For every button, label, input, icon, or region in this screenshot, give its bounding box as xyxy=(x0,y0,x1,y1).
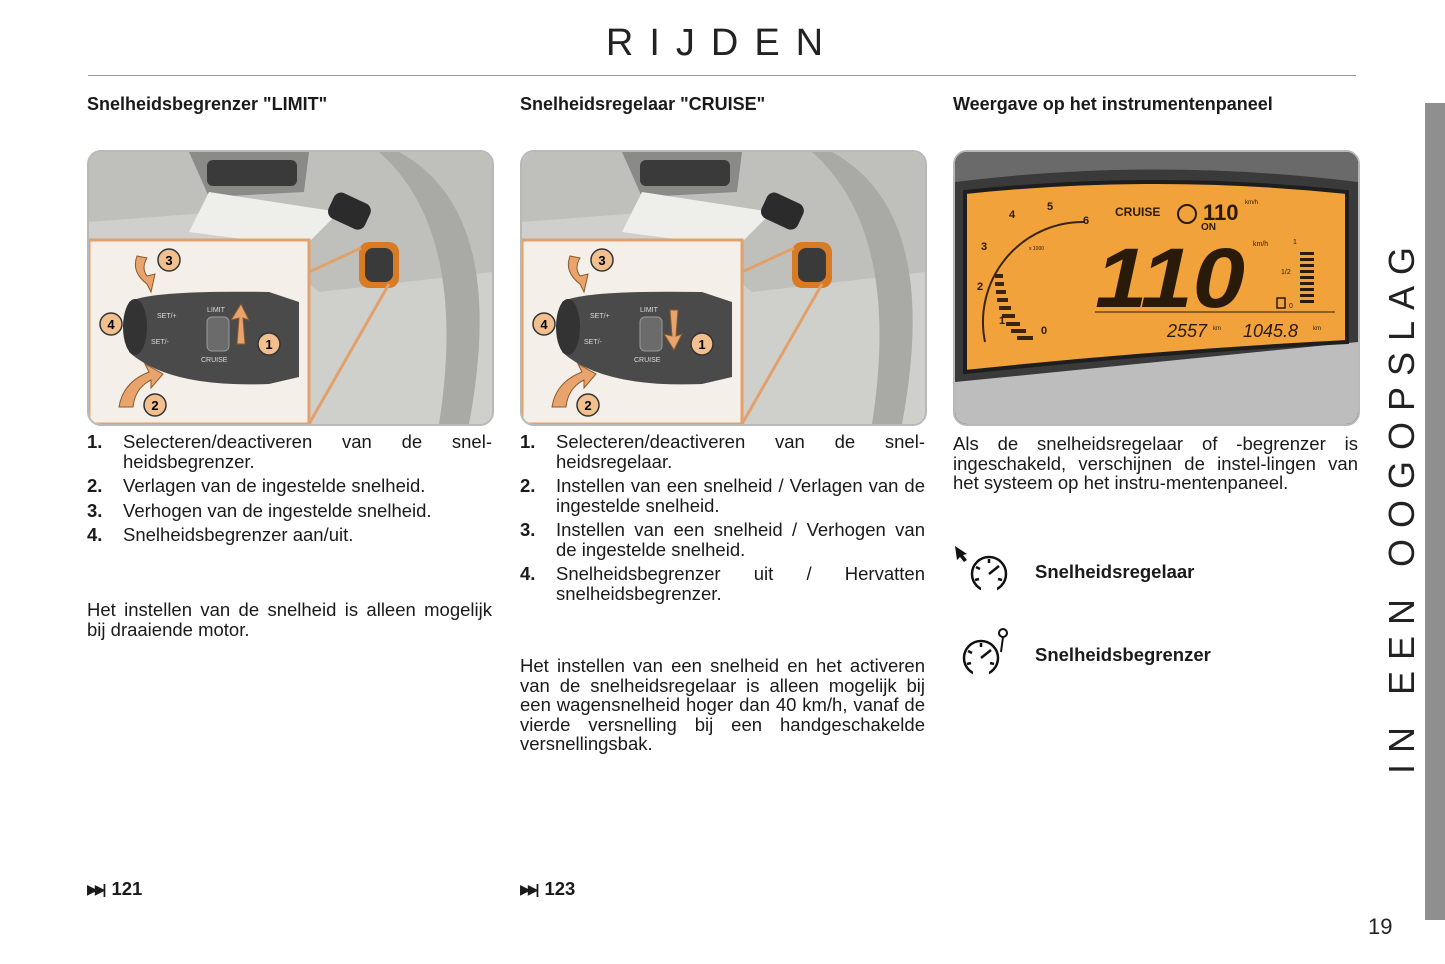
svg-text:1: 1 xyxy=(698,337,706,352)
tacho-mark-1: 1 xyxy=(999,315,1006,327)
skip-forward-icon: ▶▶| xyxy=(520,880,537,897)
set-speed-unit: km/h xyxy=(1245,200,1259,206)
page-number: 19 xyxy=(1368,914,1393,939)
callout-2 xyxy=(577,394,599,416)
cruise-note: Het instellen van een snelheid en het activeren van de snelheidsregelaar is alleen mogelijk bij een wagensnelheid hoger dan 40 km/h, vanaf de vierde versnelling bij een handgeschakelde versnellingsbak. xyxy=(520,655,925,754)
stalk-label-set-plus: SET/+ xyxy=(157,313,177,320)
svg-text:4: 4 xyxy=(107,317,115,332)
list-item: 3. Instellen van een snelheid / Verhogen van de ingestelde snelheid. xyxy=(520,519,925,560)
skip-forward-icon: ▶▶| xyxy=(87,880,104,897)
tacho-mark-3: 3 xyxy=(981,241,988,253)
cruise-control-icon xyxy=(953,544,1017,599)
page-reference-link-123[interactable]: ▶▶| 123 xyxy=(520,878,576,899)
list-item: 2. Verlagen van de ingestelde snelheid. xyxy=(87,475,426,496)
speed-limiter-icon xyxy=(953,626,1017,683)
instrument-panel-display xyxy=(953,150,1360,426)
list-item: 1. Selecteren/deactiveren van de snel-heidsbegrenzer. xyxy=(87,431,492,472)
list-item: 3. Verhogen van de ingestelde snelheid. xyxy=(87,499,432,521)
callout-1 xyxy=(691,333,713,355)
section-heading-cruise: Snelheidsregelaar "CRUISE" xyxy=(520,94,766,114)
page-title: RIJDEN xyxy=(605,22,840,64)
stalk-label-set-minus: SET/- xyxy=(151,339,169,346)
column-cruise-control xyxy=(520,94,925,899)
column-instrument-display xyxy=(953,94,1358,665)
fuel-mark-empty: 0 xyxy=(1289,303,1293,310)
stalk-label-limit: LIMIT xyxy=(207,307,225,314)
section-sidebar-tab xyxy=(1425,103,1445,920)
legend-label-limiter: Snelheidsbegrenzer xyxy=(1035,643,1211,665)
status-on: ON xyxy=(1201,222,1216,233)
svg-text:1: 1 xyxy=(265,337,273,352)
legend-limiter xyxy=(953,626,1211,683)
limiter-note: Het instellen van de snelheid is alleen mogelijk bij draaiende motor. xyxy=(87,599,492,640)
fuel-mark-full: 1 xyxy=(1293,239,1297,246)
section-heading-display: Weergave op het instrumentenpaneel xyxy=(953,94,1273,114)
page-reference-link-121[interactable]: ▶▶| 121 xyxy=(87,878,143,899)
cruise-steps-list xyxy=(520,432,925,608)
list-item: 4. Snelheidsbegrenzer uit / Hervatten snelheidsbegrenzer. xyxy=(520,563,925,604)
section-heading-limiter: Snelheidsbegrenzer "LIMIT" xyxy=(87,94,328,114)
callout-3 xyxy=(591,249,613,271)
list-item: 2. Instellen van een snelheid / Verlagen van de ingestelde snelheid. xyxy=(520,475,925,516)
tacho-mark-6: 6 xyxy=(1083,215,1090,227)
odometer-value: 1045.8 xyxy=(1243,321,1299,341)
tacho-mark-5: 5 xyxy=(1047,201,1054,213)
fuel-mark-half: 1/2 xyxy=(1281,269,1291,276)
callout-2 xyxy=(144,394,166,416)
current-speed-value: 110 xyxy=(1095,231,1245,325)
limiter-stalk-photo xyxy=(87,150,494,426)
stalk-label-set-plus: SET/+ xyxy=(590,313,610,320)
limiter-steps-list xyxy=(87,432,492,550)
stalk-label-limit: LIMIT xyxy=(640,307,658,314)
tacho-mark-0: 0 xyxy=(1041,325,1048,337)
trip-unit: km xyxy=(1213,326,1221,332)
stalk-label-cruise: CRUISE xyxy=(634,357,661,364)
set-speed-value: 110 xyxy=(1203,200,1239,225)
tacho-mark-2: 2 xyxy=(977,281,984,293)
svg-text:2: 2 xyxy=(151,398,159,413)
legend-cruise xyxy=(953,544,1194,599)
odometer-unit: km xyxy=(1313,326,1321,332)
cruise-stalk-photo xyxy=(520,150,927,426)
svg-text:2: 2 xyxy=(584,398,592,413)
display-description: Als de snelheidsregelaar of -begrenzer is ingeschakeld, verschijnen de instel-lingen van het systeem op het instru-mentenpaneel. xyxy=(953,433,1358,493)
speed-unit: km/h xyxy=(1253,241,1269,248)
display-mode-label: CRUISE xyxy=(1115,205,1161,219)
list-item: 4. Snelheidsbegrenzer aan/uit. xyxy=(87,524,354,545)
stalk-label-set-minus: SET/- xyxy=(584,339,602,346)
trip-value: 2557 xyxy=(1167,321,1208,341)
tacho-multiplier: x 1000 xyxy=(1029,246,1045,252)
tacho-mark-4: 4 xyxy=(1009,209,1016,221)
svg-text:3: 3 xyxy=(165,253,173,268)
stalk-label-cruise: CRUISE xyxy=(201,357,228,364)
callout-4 xyxy=(533,313,555,335)
callout-1 xyxy=(258,333,280,355)
svg-text:4: 4 xyxy=(540,317,548,332)
svg-text:3: 3 xyxy=(598,253,606,268)
legend-label-cruise: Snelheidsregelaar xyxy=(1035,560,1195,582)
callout-4 xyxy=(100,313,122,335)
column-speed-limiter xyxy=(87,94,492,899)
title-divider xyxy=(88,75,1356,76)
list-item: 1. Selecteren/deactiveren van de snel-heidsregelaar. xyxy=(520,431,925,472)
callout-3 xyxy=(158,249,180,271)
